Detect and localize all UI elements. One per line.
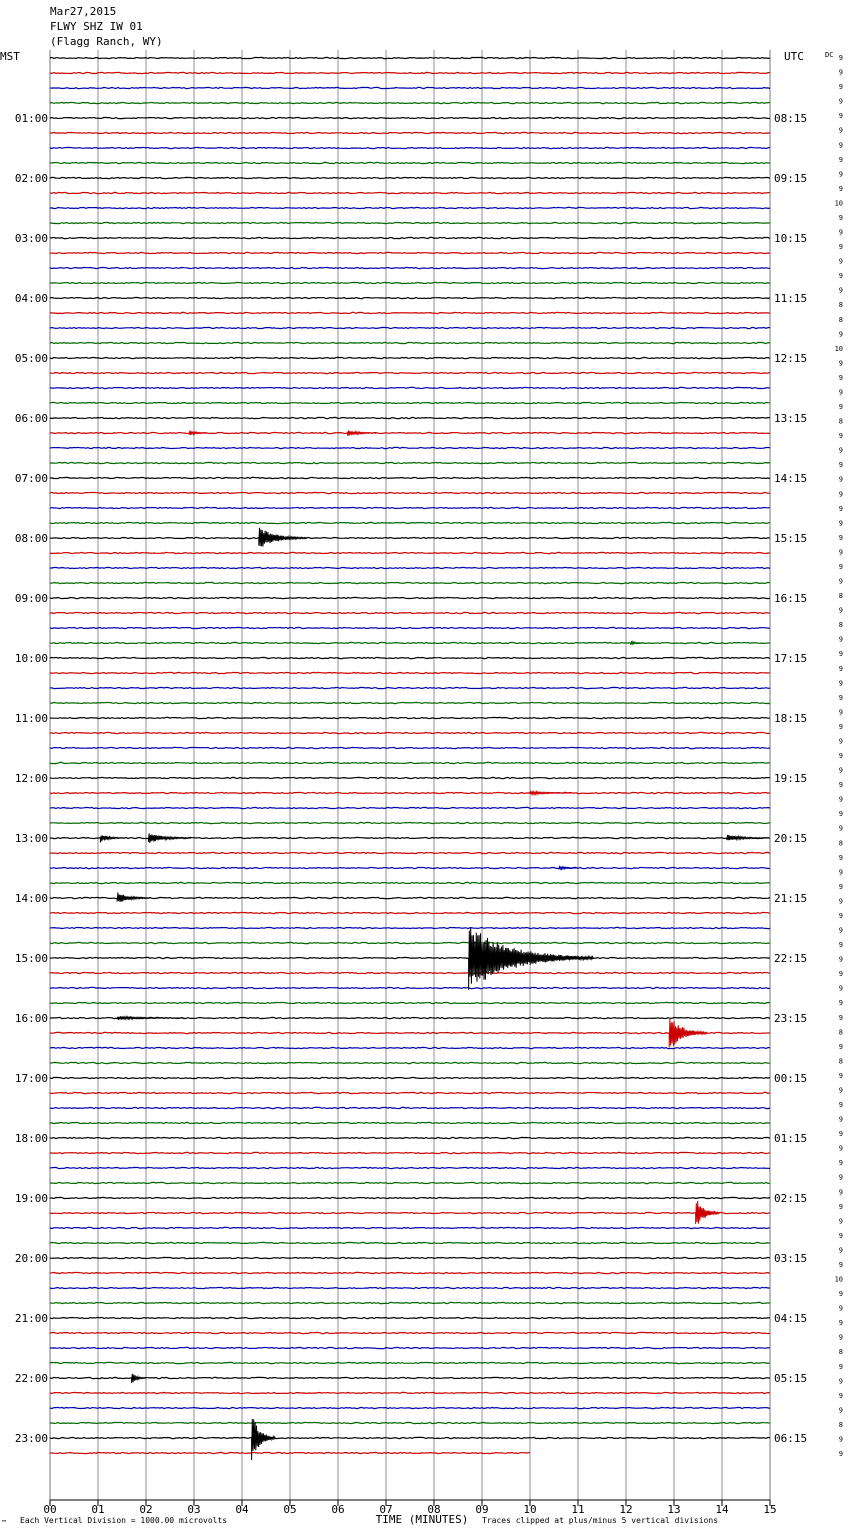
trace-line bbox=[50, 717, 770, 718]
dc-offset-value: 9 bbox=[838, 548, 843, 557]
dc-offset-value: 9 bbox=[838, 781, 843, 790]
dc-offset-value: 9 bbox=[838, 403, 843, 411]
x-tick-label: 11 bbox=[571, 1503, 585, 1516]
trace-line bbox=[50, 537, 770, 538]
trace-line bbox=[50, 612, 770, 613]
dc-offset-value: 9 bbox=[838, 1217, 843, 1226]
trace-line bbox=[50, 132, 770, 133]
seismic-event bbox=[727, 835, 770, 840]
seismic-event bbox=[530, 791, 573, 795]
trace-line bbox=[50, 237, 770, 238]
trace-line bbox=[50, 1332, 770, 1333]
dc-offset-value: 9 bbox=[838, 984, 843, 993]
dc-offset-value: 9 bbox=[838, 388, 843, 397]
dc-offset-value: 8 bbox=[838, 1420, 843, 1429]
trace-line bbox=[50, 252, 770, 253]
right-hour-label: 23:15 bbox=[774, 1012, 808, 1025]
dc-offset-value: 9 bbox=[838, 853, 843, 862]
x-tick-label: 03 bbox=[187, 1503, 201, 1516]
dc-offset-value: 9 bbox=[838, 737, 843, 746]
trace-line bbox=[50, 1407, 770, 1408]
dc-offset-value: 9 bbox=[838, 999, 843, 1008]
trace-line bbox=[50, 672, 770, 673]
dc-offset-value: 9 bbox=[838, 882, 843, 891]
dc-offset-value: 9 bbox=[838, 1042, 843, 1051]
trace-line bbox=[50, 72, 770, 73]
dc-offset-value: 9 bbox=[838, 722, 843, 731]
dc-offset-value: 9 bbox=[838, 752, 843, 760]
dc-offset-value: 9 bbox=[838, 112, 843, 121]
trace-line bbox=[50, 1392, 770, 1393]
x-tick-label: 08 bbox=[427, 1503, 441, 1516]
dc-offset-value: 9 bbox=[838, 243, 843, 252]
left-hour-label: 13:00 bbox=[14, 832, 48, 845]
dc-offset-value: 9 bbox=[838, 1115, 843, 1124]
right-hour-label: 06:15 bbox=[774, 1432, 808, 1445]
dc-offset-value: 9 bbox=[838, 1188, 843, 1197]
dc-offset-value: 9 bbox=[838, 1071, 843, 1080]
dc-offset-value: 9 bbox=[838, 1013, 843, 1022]
trace-line bbox=[50, 897, 770, 898]
x-tick-label: 07 bbox=[379, 1503, 393, 1516]
left-hour-label: 08:00 bbox=[14, 532, 48, 545]
dc-offset-value: 9 bbox=[838, 795, 843, 804]
trace-line bbox=[50, 1107, 770, 1108]
dc-offset-value: 9 bbox=[838, 213, 843, 222]
trace-line bbox=[50, 312, 770, 313]
dc-offset-value: 9 bbox=[838, 272, 843, 281]
trace-line bbox=[50, 627, 770, 628]
dc-offset-value: 8 bbox=[838, 592, 843, 601]
trace-line bbox=[50, 1347, 770, 1348]
dc-offset-value: 9 bbox=[838, 1435, 843, 1444]
x-tick-label: 12 bbox=[619, 1503, 633, 1516]
trace-line bbox=[50, 357, 770, 358]
trace-line bbox=[50, 177, 770, 178]
x-tick-label: 04 bbox=[235, 1503, 249, 1516]
dc-offset-value: 9 bbox=[838, 1362, 843, 1371]
trace-line bbox=[50, 1167, 770, 1168]
dc-offset-value: 9 bbox=[838, 54, 843, 62]
left-hour-label: 05:00 bbox=[14, 352, 48, 365]
dc-offset-value: 10 bbox=[834, 344, 843, 353]
trace-line bbox=[50, 1197, 770, 1198]
dc-offset-value: 9 bbox=[838, 83, 843, 92]
trace-line bbox=[50, 1212, 770, 1213]
right-hour-label: 01:15 bbox=[774, 1132, 808, 1145]
trace-line bbox=[50, 162, 770, 163]
trace-line bbox=[50, 192, 770, 193]
trace-line bbox=[50, 1422, 770, 1423]
trace-line bbox=[50, 1032, 770, 1033]
dc-offset-value: 9 bbox=[838, 679, 843, 688]
right-hour-label: 05:15 bbox=[774, 1372, 808, 1385]
x-tick-label: 14 bbox=[715, 1503, 729, 1516]
x-tick-label: 06 bbox=[331, 1503, 345, 1516]
trace-line bbox=[50, 477, 770, 478]
seismic-event bbox=[348, 431, 377, 436]
dc-offset-value: 9 bbox=[838, 286, 843, 295]
trace-line bbox=[50, 282, 770, 283]
dc-offset-value: 9 bbox=[838, 359, 843, 368]
dc-offset-value: 9 bbox=[838, 126, 843, 135]
trace-line bbox=[50, 1227, 770, 1228]
trace-line bbox=[50, 822, 770, 823]
dc-offset-value: 9 bbox=[838, 868, 843, 877]
trace-line bbox=[50, 747, 770, 748]
left-hour-label: 20:00 bbox=[14, 1252, 48, 1265]
dc-offset-value: 9 bbox=[838, 446, 843, 455]
trace-line bbox=[50, 417, 770, 418]
trace-line bbox=[50, 957, 770, 958]
dc-offset-value: 9 bbox=[838, 68, 843, 77]
x-tick-label: 01 bbox=[91, 1503, 105, 1516]
dc-offset-value: 9 bbox=[838, 606, 843, 615]
trace-line bbox=[50, 807, 770, 808]
dc-offset-value: 9 bbox=[838, 955, 843, 964]
right-hour-label: 20:15 bbox=[774, 832, 808, 845]
dc-offset-value: 9 bbox=[838, 184, 843, 193]
left-hour-label: 17:00 bbox=[14, 1072, 48, 1085]
seismic-event bbox=[189, 430, 208, 435]
right-hour-label: 14:15 bbox=[774, 472, 808, 485]
trace-line bbox=[50, 57, 770, 58]
dc-offset-value: 9 bbox=[838, 170, 843, 179]
trace-line bbox=[50, 972, 770, 973]
trace-line bbox=[50, 1002, 770, 1003]
seismic-events bbox=[100, 430, 769, 1460]
right-hour-label: 04:15 bbox=[774, 1312, 808, 1325]
left-hour-label: 12:00 bbox=[14, 772, 48, 785]
clip-note: Traces clipped at plus/minus 5 vertical divisions bbox=[482, 1516, 719, 1525]
dc-offset-value: 10 bbox=[834, 199, 843, 208]
right-hour-label: 10:15 bbox=[774, 232, 808, 245]
dc-offset-value: 9 bbox=[838, 824, 843, 833]
seismic-event bbox=[259, 528, 307, 547]
left-hour-label: 01:00 bbox=[14, 112, 48, 125]
trace-line bbox=[50, 1452, 530, 1453]
trace-line bbox=[50, 402, 770, 403]
right-hour-label: 18:15 bbox=[774, 712, 808, 725]
trace-line bbox=[50, 1287, 770, 1288]
left-hour-label: 23:00 bbox=[14, 1432, 48, 1445]
dc-offset-value: 8 bbox=[838, 1348, 843, 1357]
trace-line bbox=[50, 222, 770, 223]
right-hour-label: 00:15 bbox=[774, 1072, 808, 1085]
dc-offset-value: 9 bbox=[838, 693, 843, 702]
trace-line bbox=[50, 462, 770, 463]
right-hour-label: 13:15 bbox=[774, 412, 808, 425]
dc-offset-value: 9 bbox=[838, 766, 843, 775]
trace-line bbox=[50, 1437, 770, 1438]
dc-offset-value: 9 bbox=[838, 1406, 843, 1415]
trace-line bbox=[50, 447, 770, 448]
dc-offset-value: 9 bbox=[838, 562, 843, 571]
seismic-traces bbox=[50, 57, 770, 1453]
dc-offset-value: 8 bbox=[838, 315, 843, 324]
seismic-event bbox=[696, 1201, 720, 1224]
trace-line bbox=[50, 207, 770, 208]
trace-line bbox=[50, 582, 770, 583]
x-tick-label: 15 bbox=[763, 1503, 777, 1516]
x-axis-title: TIME (MINUTES) bbox=[375, 1513, 469, 1526]
dc-offset-value: 9 bbox=[838, 432, 843, 441]
dc-offset-value: 9 bbox=[838, 941, 843, 950]
trace-line bbox=[50, 702, 770, 703]
trace-line bbox=[50, 867, 770, 868]
trace-line bbox=[50, 927, 770, 928]
trace-line bbox=[50, 777, 770, 778]
left-hour-label: 18:00 bbox=[14, 1132, 48, 1145]
dc-offset-value: 9 bbox=[838, 897, 843, 906]
trace-line bbox=[50, 1362, 770, 1363]
trace-line bbox=[50, 1317, 770, 1318]
x-tick-label: 00 bbox=[43, 1503, 57, 1516]
left-hour-label: 19:00 bbox=[14, 1192, 48, 1205]
dc-offset-value: 9 bbox=[838, 461, 843, 470]
right-hour-label: 09:15 bbox=[774, 172, 808, 185]
right-hour-label: 12:15 bbox=[774, 352, 808, 365]
left-hour-label: 10:00 bbox=[14, 652, 48, 665]
dc-offset-value: 9 bbox=[838, 490, 843, 499]
trace-line bbox=[50, 117, 770, 118]
dc-offset-value: 9 bbox=[838, 1159, 843, 1168]
trace-line bbox=[50, 1272, 770, 1273]
dc-offset-value: 9 bbox=[838, 155, 843, 164]
dc-offset-value: 9 bbox=[838, 1304, 843, 1313]
trace-line bbox=[50, 522, 770, 523]
trace-line bbox=[50, 657, 770, 658]
trace-line bbox=[50, 102, 770, 103]
trace-line bbox=[50, 942, 770, 943]
left-hour-label: 16:00 bbox=[14, 1012, 48, 1025]
dc-offset-value: 9 bbox=[838, 475, 843, 484]
seismic-event bbox=[148, 833, 191, 843]
dc-label: DC bbox=[825, 51, 834, 59]
trace-line bbox=[50, 1137, 770, 1138]
dc-offset-value: 9 bbox=[838, 1231, 843, 1240]
dc-offset-value: 9 bbox=[838, 1260, 843, 1269]
trace-line bbox=[50, 642, 770, 643]
trace-line bbox=[50, 1077, 770, 1078]
right-hour-label: 08:15 bbox=[774, 112, 808, 125]
trace-line bbox=[50, 1092, 770, 1093]
dc-offset-value: 9 bbox=[838, 373, 843, 382]
right-hour-label: 21:15 bbox=[774, 892, 808, 905]
dc-offset-value: 9 bbox=[838, 1450, 843, 1458]
dc-offset-value: 9 bbox=[838, 533, 843, 542]
right-hour-label: 22:15 bbox=[774, 952, 808, 965]
dc-offset-value: 10 bbox=[834, 1275, 843, 1284]
dc-offset-value: 9 bbox=[838, 1391, 843, 1400]
right-hour-label: 17:15 bbox=[774, 652, 808, 665]
trace-line bbox=[50, 267, 770, 268]
dc-offset-value: 9 bbox=[838, 1202, 843, 1211]
left-timezone-label: MST bbox=[0, 50, 20, 63]
trace-line bbox=[50, 1242, 770, 1243]
trace-line bbox=[50, 687, 770, 688]
trace-line bbox=[50, 732, 770, 733]
trace-line bbox=[50, 1182, 770, 1183]
left-hour-label: 06:00 bbox=[14, 412, 48, 425]
station-date: Mar27,2015 bbox=[50, 5, 117, 18]
dc-offset-value: 9 bbox=[838, 228, 843, 237]
left-hour-label: 09:00 bbox=[14, 592, 48, 605]
right-hour-label: 15:15 bbox=[774, 532, 808, 545]
right-hour-label: 03:15 bbox=[774, 1252, 808, 1265]
dc-offset-value: 9 bbox=[838, 1290, 843, 1299]
dc-offset-value: 9 bbox=[838, 141, 843, 150]
left-hour-label: 03:00 bbox=[14, 232, 48, 245]
trace-line bbox=[50, 912, 770, 913]
trace-line bbox=[50, 492, 770, 493]
right-timezone-label: UTC bbox=[784, 50, 804, 63]
dc-offset-value: 9 bbox=[838, 708, 843, 717]
trace-line bbox=[50, 87, 770, 88]
trace-line bbox=[50, 1377, 770, 1378]
trace-line bbox=[50, 1062, 770, 1063]
dc-offset-value: 9 bbox=[838, 664, 843, 673]
dc-offset-value: 9 bbox=[838, 504, 843, 513]
trace-line bbox=[50, 762, 770, 763]
trace-line bbox=[50, 1257, 770, 1258]
trace-line bbox=[50, 342, 770, 343]
dc-offset-value: 9 bbox=[838, 577, 843, 586]
dc-offset-value: 8 bbox=[838, 1028, 843, 1037]
dc-offset-value: 9 bbox=[838, 1144, 843, 1153]
dc-offset-value: 8 bbox=[838, 1057, 843, 1066]
trace-line bbox=[50, 597, 770, 598]
x-tick-label: 02 bbox=[139, 1503, 153, 1516]
x-tick-label: 10 bbox=[523, 1503, 537, 1516]
trace-line bbox=[50, 372, 770, 373]
dc-offset-value: 9 bbox=[838, 911, 843, 920]
dc-offset-value: 9 bbox=[838, 1377, 843, 1386]
left-hour-label: 22:00 bbox=[14, 1372, 48, 1385]
dc-offset-value: 9 bbox=[838, 257, 843, 266]
dc-offset-value: 9 bbox=[838, 330, 843, 339]
dc-offset-value: 9 bbox=[838, 1173, 843, 1182]
left-hour-label: 07:00 bbox=[14, 472, 48, 485]
x-tick-label: 05 bbox=[283, 1503, 297, 1516]
dc-offset-value: 8 bbox=[838, 417, 843, 426]
dc-offset-value: 8 bbox=[838, 301, 843, 310]
seismic-event bbox=[132, 1374, 146, 1383]
right-hour-label: 19:15 bbox=[774, 772, 808, 785]
left-hour-label: 15:00 bbox=[14, 952, 48, 965]
trace-line bbox=[50, 1047, 770, 1048]
trace-line bbox=[50, 1302, 770, 1303]
trace-line bbox=[50, 1152, 770, 1153]
dc-offset-value: 9 bbox=[838, 635, 843, 644]
trace-line bbox=[50, 297, 770, 298]
seismic-event bbox=[100, 836, 124, 843]
dc-offset-value: 8 bbox=[838, 621, 843, 630]
right-hour-label: 11:15 bbox=[774, 292, 808, 305]
trace-line bbox=[50, 882, 770, 883]
dc-offset-values bbox=[835, 54, 843, 1458]
trace-line bbox=[50, 987, 770, 988]
trace-line bbox=[50, 387, 770, 388]
trace-line bbox=[50, 432, 770, 433]
trace-line bbox=[50, 552, 770, 553]
trace-line bbox=[50, 327, 770, 328]
dc-offset-value: 9 bbox=[838, 97, 843, 106]
seismic-event bbox=[631, 641, 645, 645]
dc-offset-value: 8 bbox=[838, 839, 843, 848]
trace-line bbox=[50, 1122, 770, 1123]
trace-line bbox=[50, 567, 770, 568]
right-hour-label: 16:15 bbox=[774, 592, 808, 605]
trace-line bbox=[50, 507, 770, 508]
left-hour-label: 14:00 bbox=[14, 892, 48, 905]
right-hour-label: 02:15 bbox=[774, 1192, 808, 1205]
x-tick-label: 13 bbox=[667, 1503, 681, 1516]
dc-offset-value: 9 bbox=[838, 970, 843, 979]
trace-line bbox=[50, 147, 770, 148]
dc-offset-value: 9 bbox=[838, 1246, 843, 1255]
dc-offset-value: 9 bbox=[838, 1319, 843, 1328]
dc-offset-value: 9 bbox=[838, 1130, 843, 1139]
left-hour-label: 02:00 bbox=[14, 172, 48, 185]
left-hour-label: 04:00 bbox=[14, 292, 48, 305]
dc-offset-value: 9 bbox=[838, 1086, 843, 1095]
station-code: FLWY SHZ IW 01 bbox=[50, 20, 143, 33]
trace-line bbox=[50, 852, 770, 853]
seismic-event bbox=[669, 1018, 707, 1047]
dc-offset-value: 9 bbox=[838, 519, 843, 528]
corner-mark: ™ bbox=[2, 1519, 7, 1527]
vertical-division-note: Each Vertical Division = 1000.00 microvolts bbox=[20, 1516, 228, 1525]
trace-line bbox=[50, 792, 770, 793]
x-tick-label: 09 bbox=[475, 1503, 489, 1516]
dc-offset-value: 9 bbox=[838, 650, 843, 659]
dc-offset-value: 9 bbox=[838, 1333, 843, 1342]
dc-offset-value: 9 bbox=[838, 926, 843, 935]
dc-offset-value: 9 bbox=[838, 810, 843, 819]
left-hour-label: 21:00 bbox=[14, 1312, 48, 1325]
left-hour-label: 11:00 bbox=[14, 712, 48, 725]
station-location: (Flagg Ranch, WY) bbox=[50, 35, 163, 48]
dc-offset-value: 9 bbox=[838, 1101, 843, 1109]
